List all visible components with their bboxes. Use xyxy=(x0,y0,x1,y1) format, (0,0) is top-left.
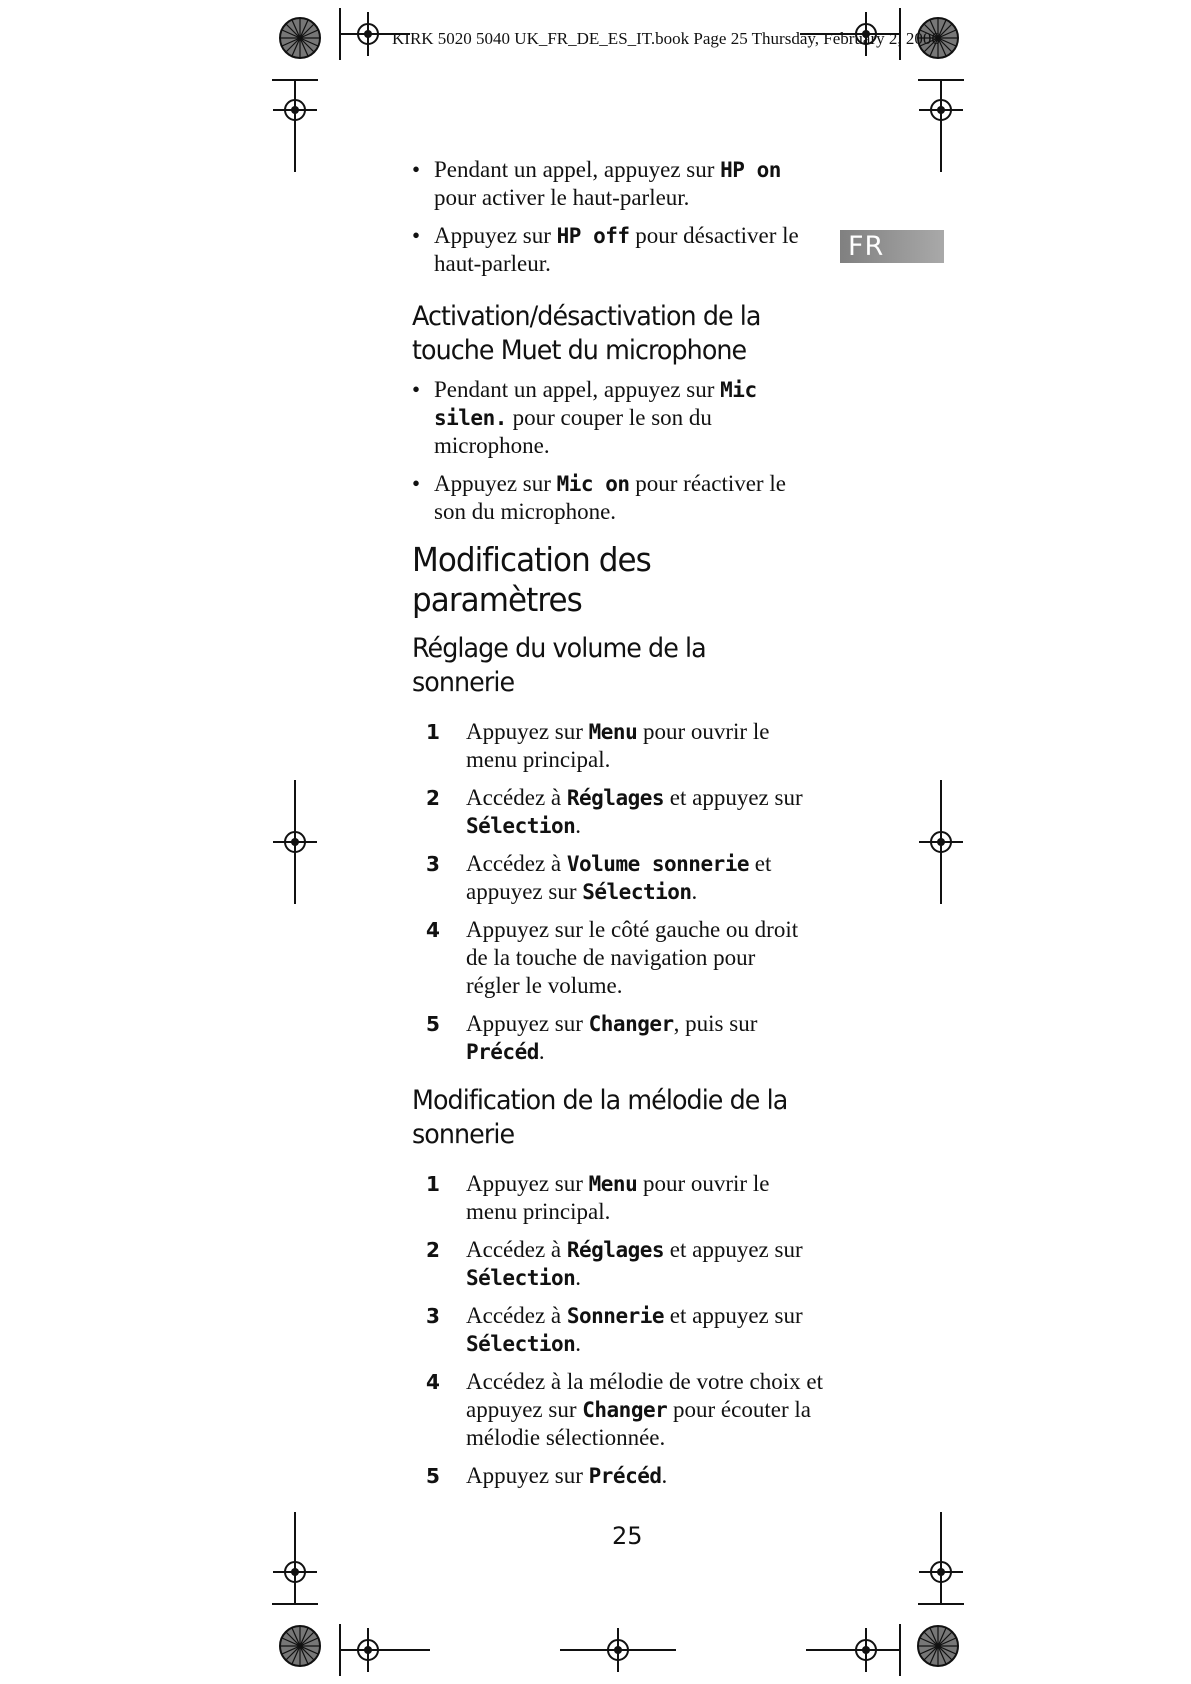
melody-step-5: 5 Appuyez sur Précéd. xyxy=(426,1463,668,1488)
volume-step-4: 4 Appuyez sur le côté gauche ou droit de la touche de navigation pour régler le volume. xyxy=(426,917,799,998)
mute-section-title: Activation/désactivation de la touche Muet du microphone xyxy=(412,301,761,366)
melody-section-title: Modification de la mélodie de la sonnerie xyxy=(412,1085,788,1150)
key-hp-off: HP off xyxy=(556,224,630,248)
volume-step-5: 5 Appuyez sur Changer, puis sur Précéd. xyxy=(426,1011,758,1064)
melody-step-1: 1 Appuyez sur Menu pour ouvrir le menu principal. xyxy=(426,1171,770,1224)
registration-mark-icon xyxy=(273,88,317,132)
melody-step-3: 3 Accédez à Sonnerie et appuyez sur Sélection. xyxy=(426,1303,803,1356)
star-target-icon xyxy=(918,1626,958,1666)
speaker-on-bullet: • Pendant un appel, appuyez sur HP on pour activer le haut-parleur. xyxy=(412,157,781,210)
print-slug: KIRK 5020 5040 UK_FR_DE_ES_IT.book Page 25 Thursday, February 2, 2006 xyxy=(392,29,940,48)
key-mic-on: Mic on xyxy=(556,472,630,496)
mute-on-bullet: • Pendant un appel, appuyez sur Mic silen. pour couper le son du microphone. xyxy=(412,377,757,458)
volume-step-2: 2 Accédez à Réglages et appuyez sur Sélection. xyxy=(426,785,803,838)
registration-mark-icon xyxy=(919,88,963,132)
key-mic-silen: Mic xyxy=(720,378,757,402)
melody-step-4: 4 Accédez à la mélodie de votre choix et appuyez sur Changer pour écouter la mélodie sélectionnée. xyxy=(426,1369,823,1450)
settings-title: Modification des paramètres xyxy=(412,540,651,619)
speaker-off-bullet: • Appuyez sur HP off pour désactiver le haut-parleur. xyxy=(412,223,799,276)
star-target-icon xyxy=(280,18,320,58)
registration-mark-icon xyxy=(273,820,317,864)
registration-mark-icon xyxy=(273,1550,317,1594)
key-hp-on: HP on xyxy=(720,158,781,182)
page-content xyxy=(412,156,832,1490)
registration-mark-icon xyxy=(919,1550,963,1594)
star-target-icon xyxy=(280,1626,320,1666)
melody-step-2: 2 Accédez à Réglages et appuyez sur Sélection. xyxy=(426,1237,803,1290)
volume-step-1: 1 Appuyez sur Menu pour ouvrir le menu principal. xyxy=(426,719,770,772)
page-number: 25 xyxy=(612,1522,643,1550)
registration-mark-icon xyxy=(919,820,963,864)
mute-off-bullet: • Appuyez sur Mic on pour réactiver le son du microphone. xyxy=(412,471,786,524)
volume-step-3: 3 Accédez à Volume sonnerie et appuyez sur Sélection. xyxy=(426,851,772,904)
volume-section-title: Réglage du volume de la sonnerie xyxy=(412,633,706,698)
language-tab: FR xyxy=(840,230,944,263)
